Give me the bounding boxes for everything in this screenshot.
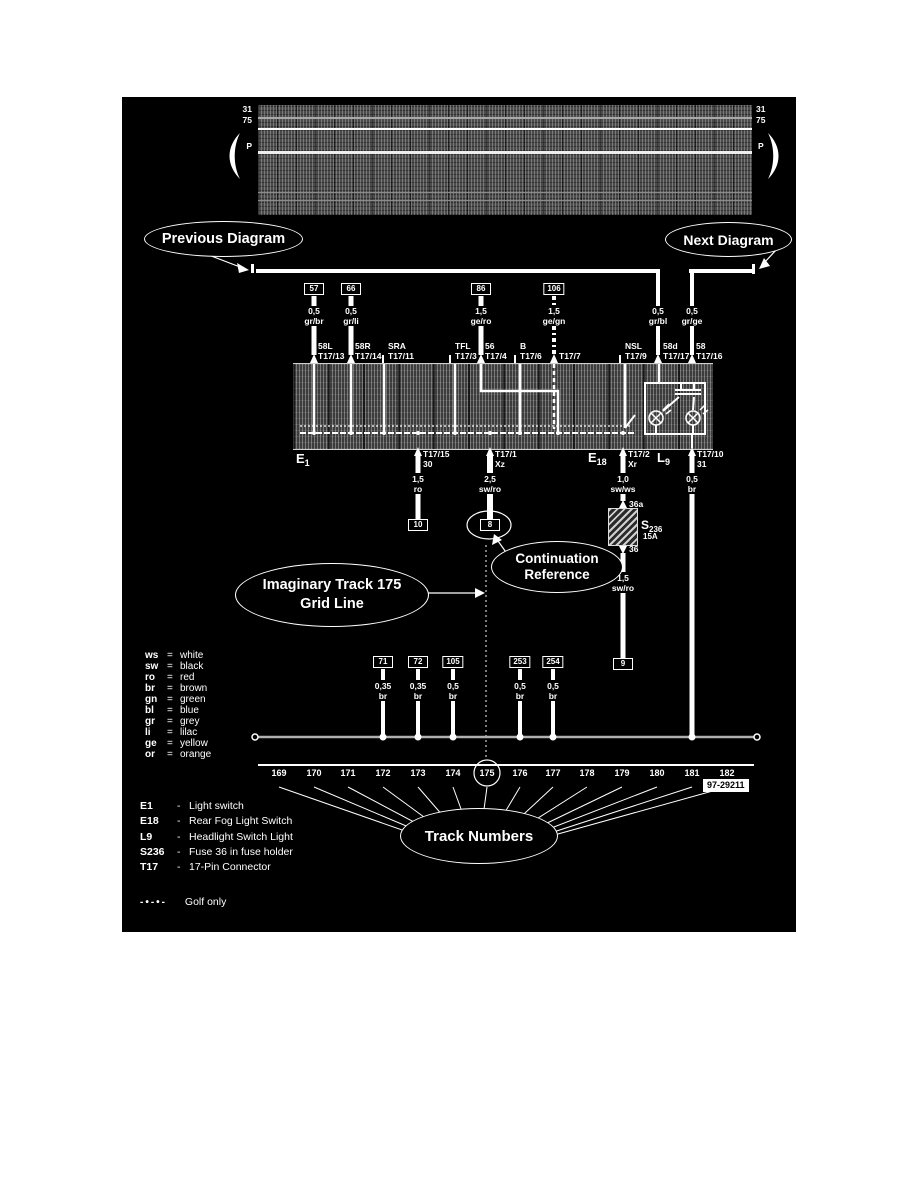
wire-label: 0,5 br xyxy=(514,681,526,701)
color-legend-row: or = orange xyxy=(145,749,212,760)
wire-segment xyxy=(690,326,694,355)
wire-label: 1,5 ge/ro xyxy=(470,306,492,326)
wire-label: 2,5 sw/ro xyxy=(478,474,502,494)
terminal-58d: 58d T17/17 xyxy=(663,341,690,361)
wire-segment xyxy=(312,326,317,355)
track-numbers-label: Track Numbers xyxy=(424,827,534,845)
wire-segment xyxy=(621,494,626,501)
wire-segment xyxy=(416,455,421,473)
wire-segment xyxy=(451,701,455,737)
track-number: 176 xyxy=(512,768,528,778)
continuation-callout-line1: Continuation xyxy=(515,551,599,566)
component-e18: $E_{18}$ xyxy=(588,450,607,467)
wire-segment xyxy=(479,296,484,306)
wire-label: 0,5 gr/ge xyxy=(681,306,703,326)
imaginary-callout-line2: Grid Line xyxy=(300,596,364,612)
track-number: 177 xyxy=(545,768,561,778)
continuation-ref-box: 106 xyxy=(543,283,564,295)
color-legend-row: gn = green xyxy=(145,694,206,705)
component-legend-row: L9 - Headlight Switch Light xyxy=(140,831,293,843)
continuation-ref-box: 9 xyxy=(613,658,633,670)
component-legend-row: E1 - Light switch xyxy=(140,800,244,812)
track-number: 170 xyxy=(306,768,322,778)
wire-label: 0,5 br xyxy=(686,474,698,494)
track-number: 174 xyxy=(445,768,461,778)
fuse-rating: 15A xyxy=(643,532,658,541)
switch-internal-wires xyxy=(314,364,659,433)
wire-segment xyxy=(479,326,484,355)
edge-label-31-right: 31 xyxy=(756,104,766,114)
wire-segment xyxy=(656,269,660,306)
continuation-ref-box: 72 xyxy=(408,656,428,668)
wire-segment xyxy=(690,455,695,473)
wire-segment xyxy=(551,701,555,737)
wire-label: 0,5 gr/li xyxy=(343,306,359,326)
continuation-ref-box: 10 xyxy=(408,519,428,531)
terminal-tfl: TFL T17/3 xyxy=(455,341,477,361)
track-number: 179 xyxy=(614,768,630,778)
terminal-t17-7: T17/7 xyxy=(559,351,581,361)
wire-segment xyxy=(349,326,354,355)
wire-segment xyxy=(690,494,695,738)
wiring-diagram-canvas xyxy=(122,97,796,932)
track-number: 178 xyxy=(579,768,595,778)
component-legend-row: S236 - Fuse 36 in fuse holder xyxy=(140,846,293,858)
wire-segment xyxy=(621,455,626,473)
track-number: 169 xyxy=(271,768,287,778)
wire-label: 1,5 sw/ro xyxy=(611,573,635,593)
color-legend-row: bl = blue xyxy=(145,705,199,716)
track-row-divider xyxy=(258,764,754,766)
fuse-terminal-36: 36 xyxy=(629,544,639,554)
imaginary-callout-line1: Imaginary Track 175 xyxy=(262,577,402,593)
wire-label: 1,5 ge/gn xyxy=(542,306,566,326)
continuation-ref-box: 57 xyxy=(304,283,324,295)
terminal-b: B T17/6 xyxy=(520,341,542,361)
wire-label: 1,0 sw/ws xyxy=(610,474,636,494)
diagram-number: 97-29211 xyxy=(703,779,749,792)
wire-segment xyxy=(656,326,660,355)
wire-label: 0,5 br xyxy=(547,681,559,701)
wire-label: 0,5 gr/br xyxy=(304,306,324,326)
wire-segment xyxy=(551,669,555,680)
color-legend-row: br = brown xyxy=(145,683,208,694)
wire-label: 0,5 gr/bl xyxy=(648,306,668,326)
previous-diagram-label: Previous Diagram xyxy=(161,231,286,247)
bus-line-left xyxy=(256,269,660,273)
wire-segment xyxy=(518,669,522,680)
fuse-designation-s236: $S_{236}$ xyxy=(641,518,663,534)
component-e1: $E_1$ xyxy=(296,451,310,468)
track-number: 172 xyxy=(375,768,391,778)
wire-segment xyxy=(381,701,385,737)
edge-label-p-left: P xyxy=(246,141,252,151)
continuation-ref-box: 86 xyxy=(471,283,491,295)
color-legend-row: ro = red xyxy=(145,672,195,683)
pin-t17-10: T17/10 31 xyxy=(697,449,724,469)
terminal-58: 58 T17/16 xyxy=(696,341,723,361)
previous-diagram-callout xyxy=(144,221,303,257)
wire-segment xyxy=(349,296,354,306)
wire-segment xyxy=(451,669,455,680)
continuation-ref-box: 8 xyxy=(480,519,500,531)
track-number-175: 175 xyxy=(479,768,495,778)
wire-label: 1,5 ro xyxy=(412,474,424,494)
next-diagram-label: Next Diagram xyxy=(683,231,774,248)
grid-line-arrow xyxy=(428,588,485,598)
terminal-56: 56 T17/4 xyxy=(485,341,507,361)
wire-segment xyxy=(416,701,420,737)
pin-t17-2: T17/2 Xr xyxy=(628,449,650,469)
component-legend-row: E18 - Rear Fog Light Switch xyxy=(140,815,293,827)
continuation-ref-box: 105 xyxy=(442,656,463,668)
wire-label: 0,35 br xyxy=(374,681,392,701)
wire-label: 0,35 br xyxy=(409,681,427,701)
edge-label-31-left: 31 xyxy=(242,104,252,114)
color-legend-row: li = lilac xyxy=(145,727,198,738)
wire-segment-dashed xyxy=(552,296,556,306)
pin-t17-1: T17/1 Xz xyxy=(495,449,517,469)
continuation-ref-box: 66 xyxy=(341,283,361,295)
color-legend-row: gr = grey xyxy=(145,716,200,727)
next-page-arrow-icon xyxy=(768,133,779,179)
wire-segment xyxy=(416,494,421,519)
continuation-callout-line2: Reference xyxy=(524,567,590,582)
fuse-s236 xyxy=(608,508,638,546)
dash-dot-line-icon: -•-•- xyxy=(140,897,167,908)
wire-segment xyxy=(518,701,522,737)
color-legend-row: sw = black xyxy=(145,661,204,672)
terminal-nsl: NSL T17/9 xyxy=(625,341,647,361)
color-legend-row: ws = white xyxy=(145,650,204,661)
continuation-ref-box: 254 xyxy=(542,656,563,668)
wire-segment-dashed xyxy=(552,326,556,355)
ground-bus xyxy=(252,734,760,741)
wire-segment xyxy=(690,269,694,306)
continuation-ref-box: 71 xyxy=(373,656,393,668)
wire-segment xyxy=(381,669,385,680)
wire-segment xyxy=(416,669,420,680)
terminal-arrows-bottom xyxy=(414,447,696,456)
golf-only-row xyxy=(140,896,226,909)
terminal-58l: 58L T17/13 xyxy=(318,341,345,361)
bus-line-right xyxy=(689,269,755,273)
wire-segment xyxy=(487,494,493,519)
terminal-sra: SRA T17/11 xyxy=(388,341,414,361)
terminal-58r: 58R T17/14 xyxy=(355,341,382,361)
fuse-terminal-36a: 36a xyxy=(629,499,644,509)
previous-page-arrow-icon xyxy=(230,133,241,179)
imaginary-track-callout xyxy=(235,563,429,627)
edge-label-75-right: 75 xyxy=(756,115,766,125)
edge-label-p-right: P xyxy=(758,141,764,151)
track-number: 180 xyxy=(649,768,665,778)
edge-label-75-left: 75 xyxy=(242,115,252,125)
component-l9: $L_9$ xyxy=(657,450,670,467)
wire-segment xyxy=(487,455,493,473)
wire-segment xyxy=(312,296,317,306)
track-number: 182 xyxy=(719,768,735,778)
track-number: 173 xyxy=(410,768,426,778)
wire-segment xyxy=(621,593,626,658)
track-number: 171 xyxy=(340,768,356,778)
color-legend-row: ge = yellow xyxy=(145,738,208,749)
next-diagram-callout xyxy=(665,222,792,257)
pin-t17-15: T17/15 30 xyxy=(423,449,450,469)
track-number: 181 xyxy=(684,768,700,778)
golf-only-label: Golf only xyxy=(184,896,227,908)
continuation-ref-box: 253 xyxy=(509,656,530,668)
wire-label: 0,5 br xyxy=(447,681,459,701)
lamp-contacts xyxy=(675,389,701,395)
continuation-reference-callout xyxy=(491,541,623,593)
track-numbers-callout xyxy=(400,808,558,864)
component-legend-row: T17 - 17-Pin Connector xyxy=(140,861,271,873)
